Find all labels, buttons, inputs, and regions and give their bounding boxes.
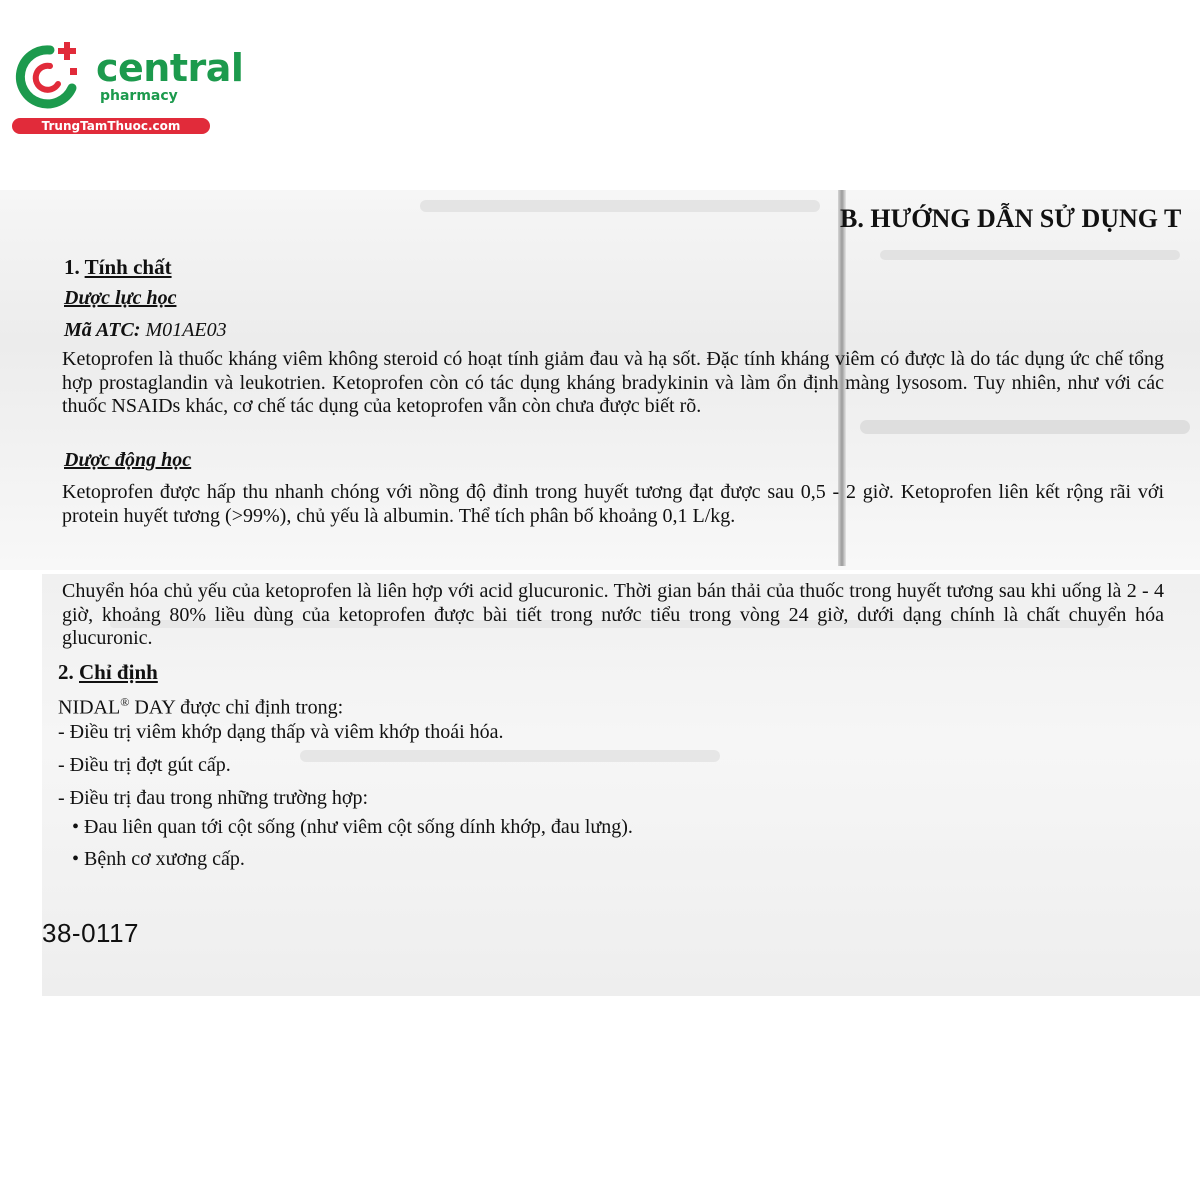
indication-item: - Điều trị viêm khớp dạng thấp và viêm khớp thoái hóa. bbox=[58, 721, 504, 743]
central-pharmacy-logo-mark-icon bbox=[10, 40, 84, 114]
section-title: B. HƯỚNG DẪN SỬ DỤNG T bbox=[840, 204, 1182, 233]
heading-chi-dinh bbox=[58, 660, 158, 684]
atc-line bbox=[64, 318, 227, 342]
indication-bullet: • Đau liên quan tới cột sống (như viêm cột sống dính khớp, đau lưng). bbox=[72, 816, 633, 838]
bleed-through-texture bbox=[880, 250, 1180, 260]
indication-bullet: • Bệnh cơ xương cấp. bbox=[72, 848, 245, 870]
intro-rest: DAY được chỉ định trong: bbox=[129, 696, 344, 719]
brand-name: NIDAL bbox=[58, 696, 121, 719]
indication-item: - Điều trị đợt gút cấp. bbox=[58, 754, 231, 776]
subheading-duoc-luc-hoc: Dược lực học bbox=[64, 287, 177, 309]
atc-code: M01AE03 bbox=[145, 319, 227, 341]
logo-brand: central bbox=[96, 46, 244, 90]
heading-tinh-chat bbox=[64, 255, 172, 279]
atc-label: Mã ATC: bbox=[64, 319, 141, 341]
subheading-duoc-dong-hoc: Dược động học bbox=[64, 449, 192, 471]
heading-title: Chỉ định bbox=[79, 660, 158, 684]
heading-number: 2. bbox=[58, 660, 74, 684]
indication-item: - Điều trị đau trong những trường hợp: bbox=[58, 787, 369, 809]
central-pharmacy-logo bbox=[10, 36, 244, 136]
document-code: 38-0117 bbox=[42, 918, 139, 948]
bleed-through-texture bbox=[860, 420, 1190, 434]
registered-mark: ® bbox=[120, 695, 130, 709]
heading-title: Tính chất bbox=[84, 255, 172, 279]
bleed-through-texture bbox=[420, 200, 820, 212]
pharmacokinetics-paragraph-2: Chuyển hóa chủ yếu của ketoprofen là liên hợp với acid glucuronic. Thời gian bán thải của thuốc trong huyết tương sau khi uống là 2 - 4 giờ, khoảng 80% liều dùng của ketoprofen được bài tiết trong nước tiểu trong vòng 24 giờ, dưới dạng chính là chất chuyển hóa glucuronic. bbox=[62, 580, 1164, 649]
indication-intro bbox=[58, 690, 343, 720]
pharmacodynamics-paragraph: Ketoprofen là thuốc kháng viêm không steroid có hoạt tính giảm đau và hạ sốt. Đặc tính kháng viêm có được là do tác dụng ức chế tổng hợp prostaglandin và leukotrien. Ketoprofen còn có tác dụng kháng bradykinin và làm ổn định màng lysosom. Tuy nhiên, như với các thuốc NSAIDs khác, cơ chế tác dụng của ketoprofen vẫn còn chưa được biết rõ. bbox=[62, 348, 1164, 417]
bleed-through-texture bbox=[300, 750, 720, 762]
pharmacokinetics-paragraph-1: Ketoprofen được hấp thu nhanh chóng với nồng độ đỉnh trong huyết tương đạt được sau 0,5 - 2 giờ. Ketoprofen liên kết rộng rãi với protein huyết tương (>99%), chủ yếu là albumin. Thể tích phân bố khoảng 0,1 L/kg. bbox=[62, 481, 1164, 527]
logo-url: TrungTamThuoc.com bbox=[12, 118, 210, 134]
logo-sub: pharmacy bbox=[100, 88, 178, 104]
heading-number: 1. bbox=[64, 255, 80, 279]
